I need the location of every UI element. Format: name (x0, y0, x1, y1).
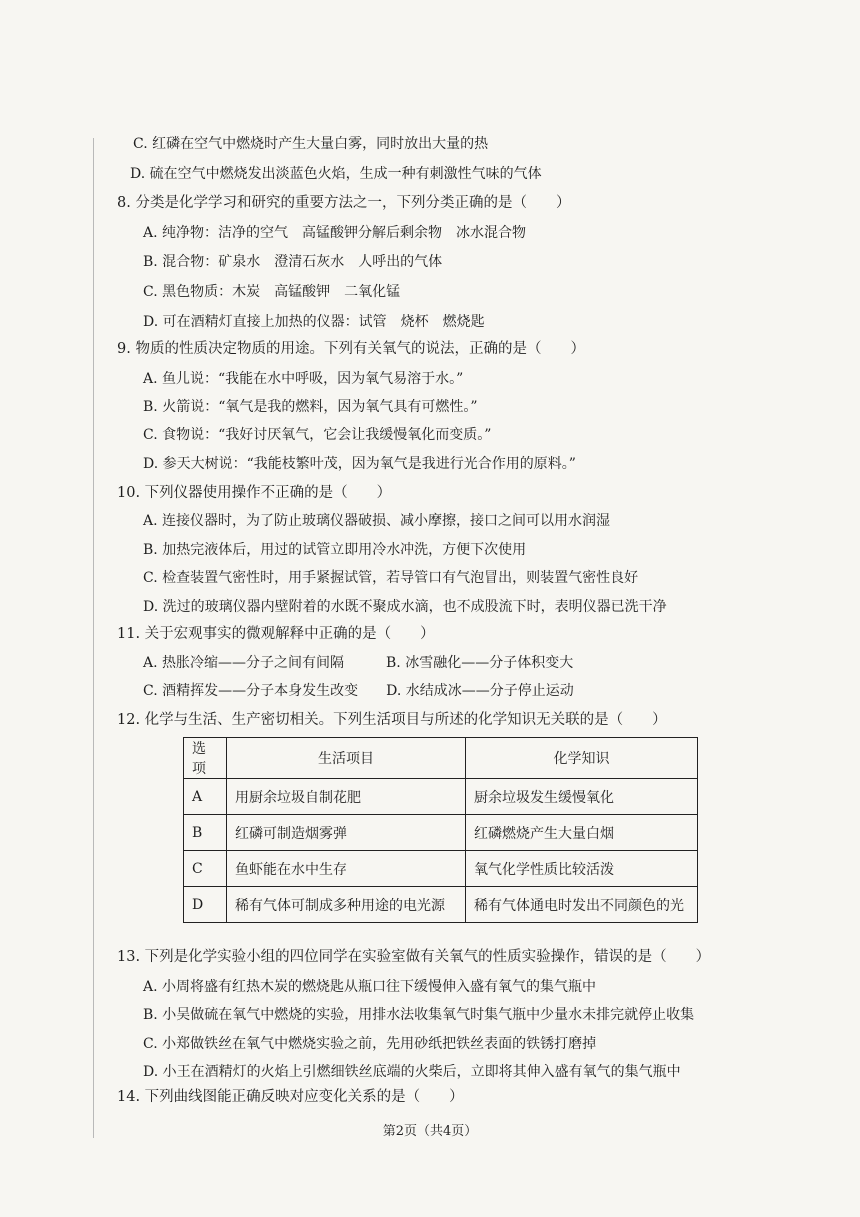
q11-options-cd: C. 酒精挥发——分子本身发生改变 D. 水结成冰——分子停止运动 (143, 683, 574, 699)
q13-stem: 13. 下列是化学实验小组的四位同学在实验室做有关氧气的性质实验操作，错误的是（ ） (117, 949, 711, 965)
table-header-cell: 选项 (184, 738, 227, 779)
table-row (184, 887, 698, 923)
q8-option-c: C. 黑色物质：木炭 高锰酸钾 二氧化锰 (143, 284, 401, 300)
q13-option-b: B. 小吴做硫在氧气中燃烧的实验，用排水法收集氧气时集气瓶中少量水未排完就停止收集 (143, 1007, 695, 1023)
table-cell: B (184, 815, 227, 851)
q9-option-a: A. 鱼儿说：“我能在水中呼吸，因为氧气易溶于水。” (143, 371, 464, 387)
q9-option-d: D. 参天大树说：“我能枝繁叶茂，因为氧气是我进行光合作用的原料。” (143, 456, 576, 472)
q11-options-ab: A. 热胀冷缩——分子之间有间隔 B. 冰雪融化——分子体积变大 (143, 655, 574, 671)
q10-option-a: A. 连接仪器时，为了防止玻璃仪器破损、减小摩擦，接口之间可以用水润湿 (143, 513, 611, 529)
q13-option-c: C. 小郑做铁丝在氧气中燃烧实验之前，先用砂纸把铁丝表面的铁锈打磨掉 (143, 1036, 597, 1052)
q13-option-a: A. 小周将盛有红热木炭的燃烧匙从瓶口往下缓慢伸入盛有氧气的集气瓶中 (143, 979, 597, 995)
q13-option-d: D. 小王在酒精灯的火焰上引燃细铁丝底端的火柴后，立即将其伸入盛有氧气的集气瓶中 (143, 1064, 681, 1080)
q8-option-b: B. 混合物：矿泉水 澄清石灰水 人呼出的气体 (143, 254, 443, 270)
q10-option-c: C. 检查装置气密性时，用手紧握试管，若导管口有气泡冒出，则装置气密性良好 (143, 570, 639, 586)
q14-stem: 14. 下列曲线图能正确反映对应变化关系的是（ ） (117, 1089, 464, 1105)
table-cell: A (184, 779, 227, 815)
q11-stem: 11. 关于宏观事实的微观解释中正确的是（ ） (117, 626, 435, 642)
q9-stem: 9. 物质的性质决定物质的用途。下列有关氧气的说法，正确的是（ ） (117, 341, 585, 357)
page-footer: 第2页（共4页） (382, 1124, 478, 1139)
q10-stem: 10. 下列仪器使用操作不正确的是（ ） (117, 485, 392, 501)
table-cell: 用厨余垃圾自制花肥 (227, 779, 466, 815)
table-cell: D (184, 887, 227, 923)
q8-option-a: A. 纯净物：洁净的空气 高锰酸钾分解后剩余物 冰水混合物 (143, 225, 527, 241)
q8-stem: 8. 分类是化学学习和研究的重要方法之一，下列分类正确的是（ ） (117, 195, 571, 211)
table-cell: 鱼虾能在水中生存 (227, 851, 466, 887)
q10-option-d: D. 洗过的玻璃仪器内壁附着的水既不聚成水滴，也不成股流下时，表明仪器已洗干净 (143, 599, 667, 615)
table-header-cell: 化学知识 (466, 738, 698, 779)
q12-table (183, 737, 698, 923)
binding-margin-line (93, 138, 94, 1138)
table-row (184, 815, 698, 851)
table-cell: 红磷燃烧产生大量白烟 (466, 815, 698, 851)
q9-option-b: B. 火箭说：“氧气是我的燃料，因为氧气具有可燃性。” (143, 399, 478, 415)
table-cell: 稀有气体通电时发出不同颜色的光 (466, 887, 698, 923)
table-cell: C (184, 851, 227, 887)
q12-stem: 12. 化学与生活、生产密切相关。下列生活项目与所述的化学知识无关联的是（ ） (117, 712, 667, 728)
table-cell: 氧气化学性质比较活泼 (466, 851, 698, 887)
table-cell: 厨余垃圾发生缓慢氧化 (466, 779, 698, 815)
table-header-row (184, 738, 698, 779)
q8-option-d: D. 可在酒精灯直接上加热的仪器：试管 烧杯 燃烧匙 (143, 314, 485, 330)
table-row (184, 779, 698, 815)
table-header-cell: 生活项目 (227, 738, 466, 779)
q7-option-c: C. 红磷在空气中燃烧时产生大量白雾，同时放出大量的热 (133, 136, 489, 152)
table-row (184, 851, 698, 887)
table-cell: 红磷可制造烟雾弹 (227, 815, 466, 851)
q10-option-b: B. 加热完液体后，用过的试管立即用冷水冲洗，方便下次使用 (143, 542, 527, 558)
q7-option-d: D. 硫在空气中燃烧发出淡蓝色火焰，生成一种有刺激性气味的气体 (130, 166, 542, 182)
q9-option-c: C. 食物说：“我好讨厌氧气，它会让我缓慢氧化而变质。” (143, 427, 492, 443)
table-cell: 稀有气体可制成多种用途的电光源 (227, 887, 466, 923)
